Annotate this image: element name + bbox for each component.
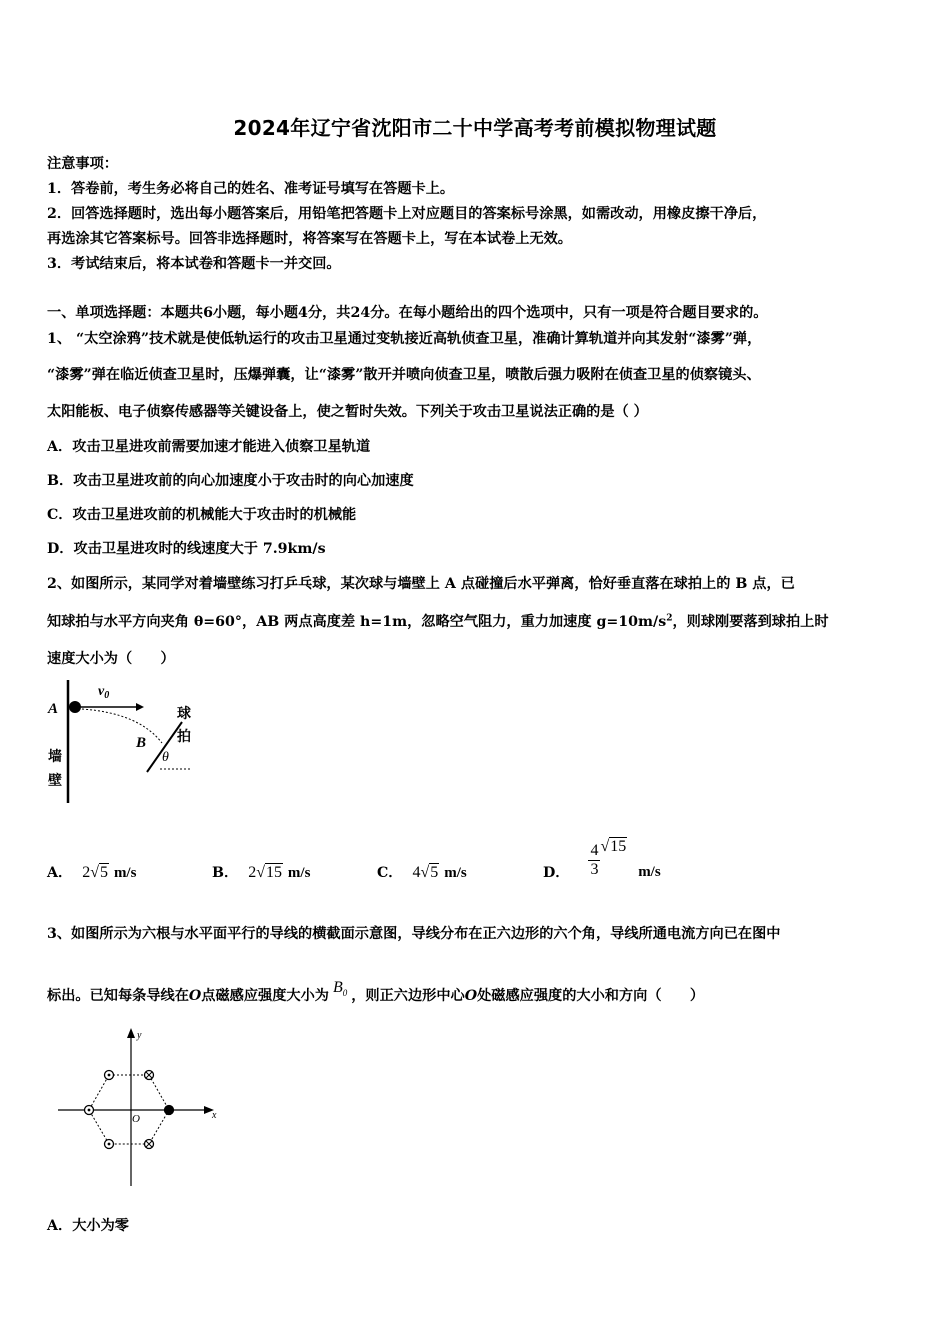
label-qiang: 墙 [48,750,62,765]
q2-line-1: 2、如图所示，某同学对着墙壁练习打乒乓球，某次球与墙壁上 A 点碰撞后水平弹离，恰好垂直落在球拍上的 B 点，已 [47,576,795,592]
q2-line-2: 知球拍与水平方向夹角 θ=60°，AB 两点高度差 h=1m，忽略空气阻力，重力加速度 $g=10m/s^2$，则球刚要落到球拍上时 [47,613,829,630]
q2-option-c: C． 4√5 m/s [377,864,467,881]
page-title: 2024年辽宁省沈阳市二十中学高考考前模拟物理试题 [233,116,717,140]
q2-option-d: D． $\frac{4}{3}$ √15 m/s [543,838,661,881]
q3-line-2: 标出。已知每条导线在O点磁感应强度大小为 $B_0$ ，则正六边形中心O处磁感应强度的大小和方向（ ） [47,979,705,1004]
notice-item-2: 2．回答选择题时，选出每小题答案后，用铅笔把答题卡上对应题目的答案标号涂黑，如需改动，用橡皮擦干净后， [47,206,767,222]
wire-bottom-left [105,1140,114,1149]
wire-left [85,1106,94,1115]
q1-line-3: 太阳能板、电子侦察传感器等关键设备上，使之暂时失效。下列关于攻击卫星说法正确的是（ ） [47,404,648,420]
label-o: O [132,1113,140,1125]
label-b: B [136,735,147,751]
wire-top-left [105,1071,114,1080]
label-v0: $v_0$ [98,684,110,701]
q2-option-b: B． 2√15 m/s [212,864,311,881]
q2-option-a: A． 2√5 m/s [47,864,137,881]
label-a: A [48,701,59,717]
q2-figure [44,675,204,805]
label-theta: θ [162,750,169,765]
label-x: x [212,1110,217,1121]
trajectory [82,709,162,743]
label-pai: 拍 [177,730,191,745]
q1-option-d: D．攻击卫星进攻时的线速度大于 7.9km/s [47,541,326,557]
notice-item-3: 3．考试结束后，将本试卷和答题卡一并交回。 [47,256,341,272]
notice-heading: 注意事项： [47,156,118,172]
wire-top-right [145,1071,154,1080]
notice-item-1: 1．答卷前，考生务必将自己的姓名、准考证号填写在答题卡上。 [47,181,455,197]
q3-line-1: 3、如图所示为六根与水平面平行的导线的横截面示意图，导线分布在正六边形的六个角，导线所通电流方向已在图中 [47,926,781,942]
q3-figure [52,1026,224,1190]
notice-item-2-cont: 再选涂其它答案标号。回答非选择题时，将答案写在答题卡上，写在本试卷上无效。 [47,231,572,247]
arrow-head [136,703,144,711]
section-heading: 一、单项选择题：本题共6小题，每小题4分，共24分。在每小题给出的四个选项中，只有一项是符合题目要求的。 [47,305,768,321]
q1-line-2: “漆雾”弹在临近侦查卫星时，压爆弹囊，让“漆雾”散开并喷向侦查卫星，喷散后强力吸附在侦查卫星的侦察镜头、 [47,367,761,383]
q3-option-a: A．大小为零 [47,1218,129,1234]
y-arrow [127,1028,135,1038]
q2-line-3: 速度大小为（ ） [47,651,175,667]
ball [69,701,81,713]
wire-bottom-right [145,1140,154,1149]
q1-option-a: A．攻击卫星进攻前需要加速才能进入侦察卫星轨道 [47,439,371,455]
q1-line-1: 1、 “太空涂鸦”技术就是使低轨运行的攻击卫星通过变轨接近高轨侦查卫星，准确计算轨道并向其发射“漆雾”弹， [47,331,762,347]
label-qiu: 球 [177,707,191,722]
q1-option-c: C．攻击卫星进攻前的机械能大于攻击时的机械能 [47,507,357,523]
label-y: y [137,1030,142,1041]
q1-option-b: B．攻击卫星进攻前的向心加速度小于攻击时的向心加速度 [47,473,414,489]
wire-right [165,1106,174,1115]
label-bi: 壁 [48,774,62,789]
